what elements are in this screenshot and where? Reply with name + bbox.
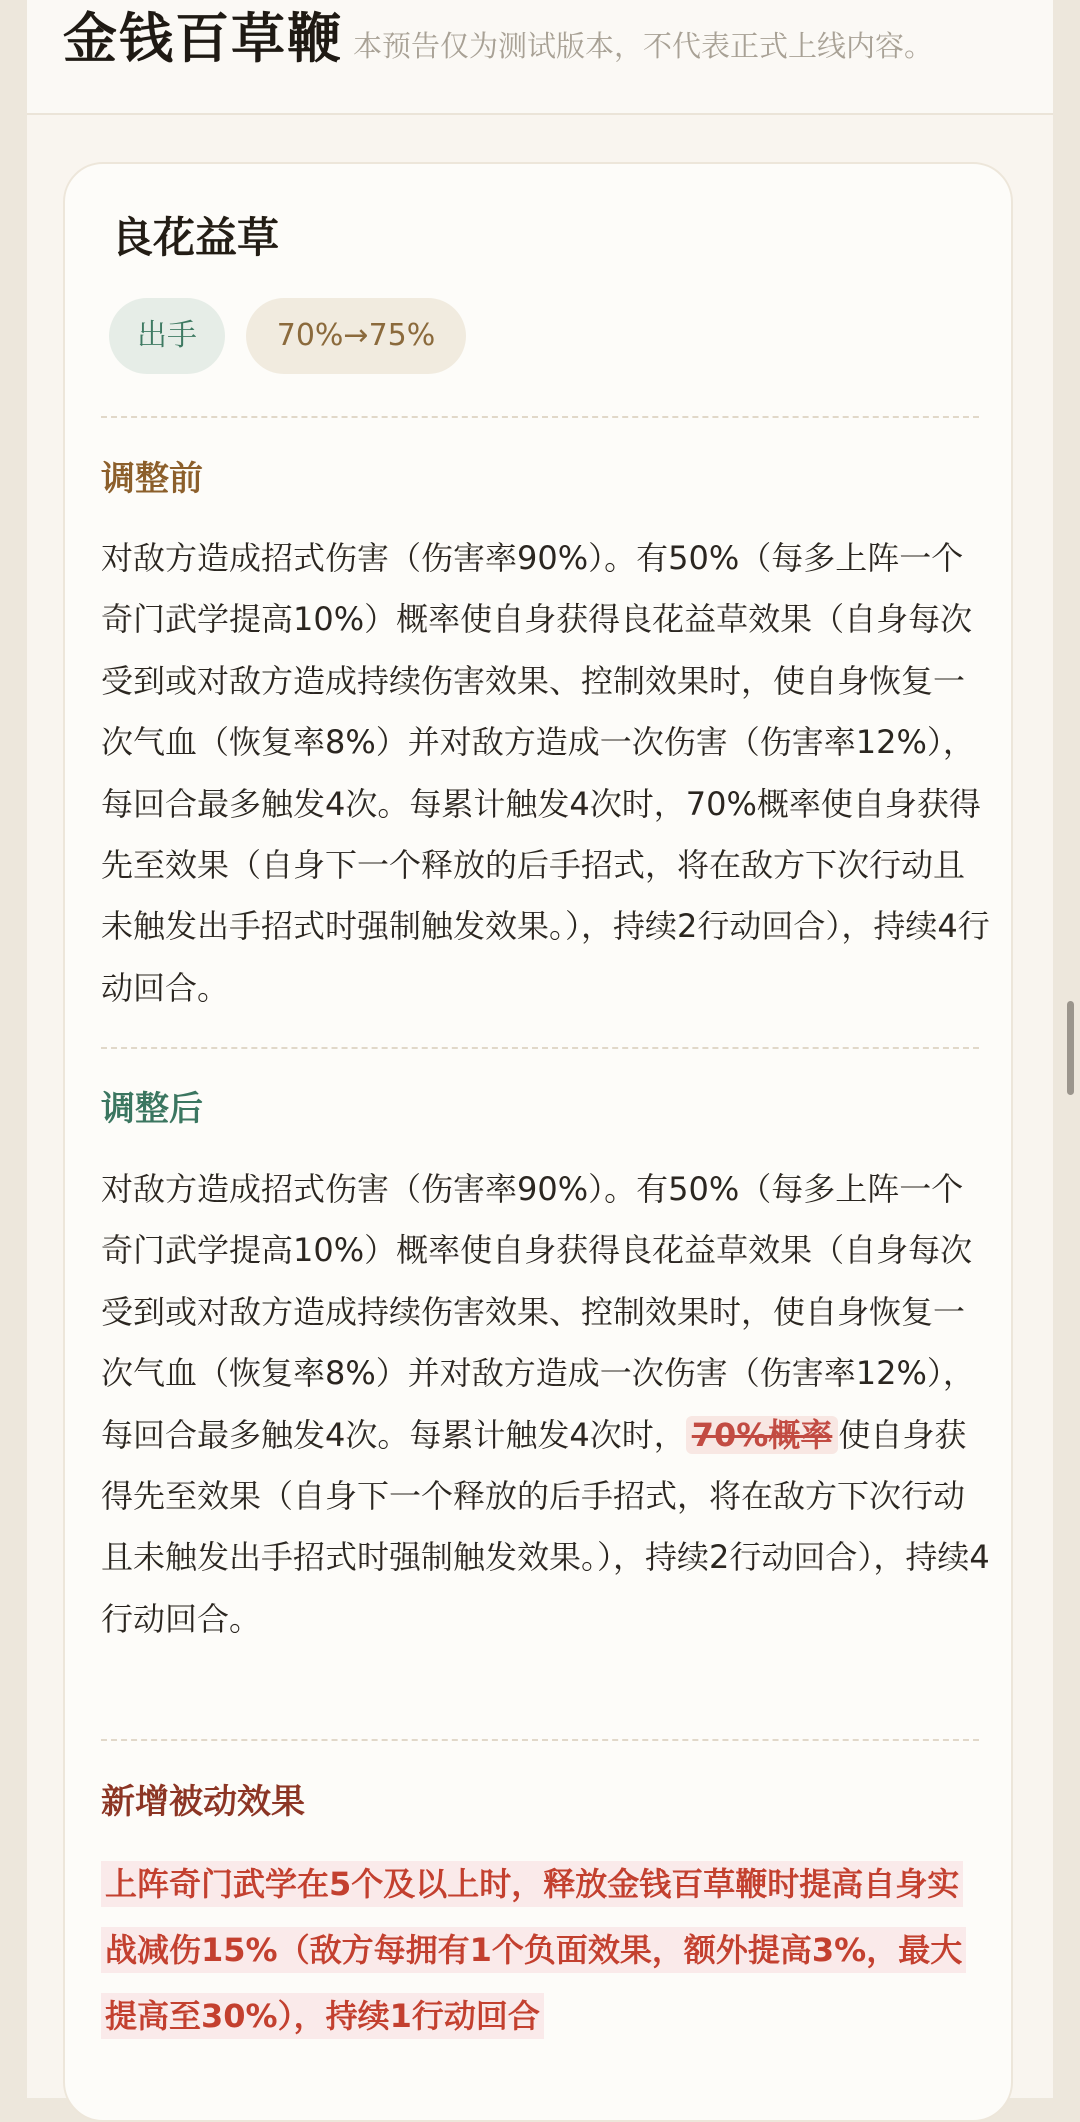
before-heading: 调整前 (101, 459, 203, 499)
skill-card (63, 162, 1013, 2122)
page-subtitle: 本预告仅为测试版本，不代表正式上线内容。 (353, 29, 934, 63)
divider (101, 416, 979, 418)
page (27, 0, 1053, 2098)
new-passive-text: 上阵奇门武学在5个及以上时，释放金钱百草鞭时提高自身实战减伤15%（敌方每拥有1个负面效果，额外提高3%，最大提高至30%），持续1行动回合 (101, 1861, 966, 2039)
after-heading: 调整后 (101, 1089, 203, 1129)
probability-change-tag: 70%→75% (246, 298, 466, 374)
after-text-post: 使自身获得先至效果（自身下一个释放的后手招式，将在敌方下次行动且未触发出手招式时强制触发效果。），持续2行动回合），持续4行动回合。 (101, 1415, 990, 1638)
skill-name: 良花益草 (111, 213, 280, 262)
scrollbar[interactable] (1067, 1001, 1074, 1095)
after-text-pre: 对敌方造成招式伤害（伤害率90%）。有50%（每多上阵一个奇门武学提高10%）概率使自身获得良花益草效果（自身每次受到或对敌方造成持续伤害效果、控制效果时，使自身恢复一次气血（恢复率8%）并对敌方造成一次伤害（伤害率12%），每回合最多触发4次。每累计触发4次时， (101, 1170, 975, 1454)
divider (101, 1047, 979, 1049)
new-passive-description (101, 1851, 981, 2049)
page-header (27, 0, 1053, 115)
before-description: 对敌方造成招式伤害（伤害率90%）。有50%（每多上阵一个奇门武学提高10%）概率使自身获得良花益草效果（自身每次受到或对敌方造成持续伤害效果、控制效果时，使自身恢复一次气血（恢复率8%）并对敌方造成一次伤害（伤害率12%），每回合最多触发4次。每累计触发4次时，70%概率使自身获得先至效果（自身下一个释放的后手招式，将在敌方下次行动且未触发出手招式时强制触发效果。），持续2行动回合），持续4行动回合。 (101, 539, 990, 1007)
after-description (101, 1159, 991, 1650)
skill-type-tag: 出手 (109, 298, 225, 374)
page-title: 金钱百草鞭 (63, 7, 343, 70)
divider (101, 1739, 979, 1741)
new-passive-heading: 新增被动效果 (101, 1782, 305, 1822)
removed-text: 70%概率 (686, 1416, 839, 1454)
